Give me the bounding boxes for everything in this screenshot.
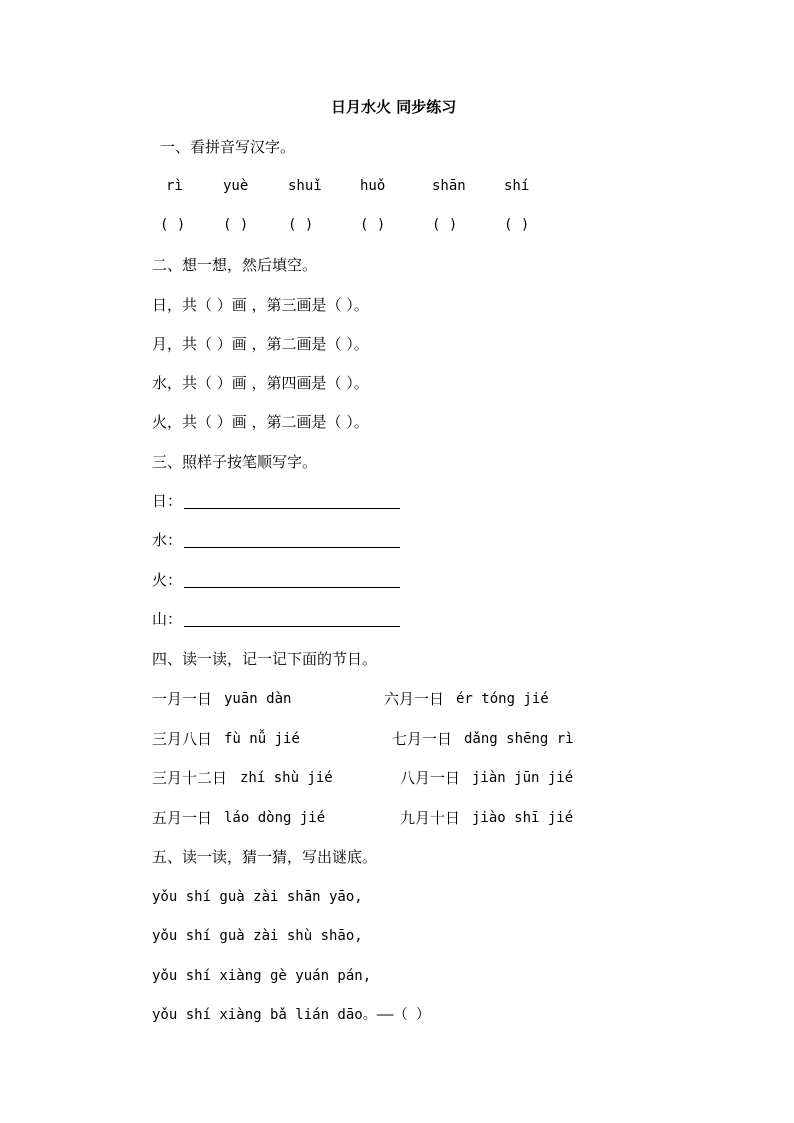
festival-date: 一月一日 xyxy=(152,690,213,708)
answer-blank[interactable]: ( ) xyxy=(160,217,186,233)
festival-pinyin: fù nǚ jié xyxy=(224,731,300,747)
pinyin-item: shí xyxy=(504,178,530,194)
writing-line[interactable] xyxy=(184,587,400,588)
festival-pinyin: ér tóng jié xyxy=(456,691,549,707)
festival-pinyin: jiàn jūn jié xyxy=(472,770,574,786)
festival-date: 八月一日 xyxy=(400,769,461,787)
fill-in-line: 火，共（ ）画 ，第二画是（ ）。 xyxy=(152,413,369,431)
section-5-heading: 五、读一读，猜一猜，写出谜底。 xyxy=(152,848,378,866)
answer-blank[interactable]: ( ) xyxy=(223,217,249,233)
pinyin-item: shān xyxy=(432,178,466,194)
riddle-line: yǒu shí guà zài shān yāo, xyxy=(152,889,363,905)
section-3-heading: 三、照样子按笔顺写字。 xyxy=(152,453,318,471)
festival-date: 七月一日 xyxy=(392,730,453,748)
answer-blank[interactable]: ( ) xyxy=(288,217,314,233)
pinyin-item: yuè xyxy=(223,178,249,194)
festival-pinyin: yuān dàn xyxy=(224,691,292,707)
section-4-heading: 四、读一读，记一记下面的节日。 xyxy=(152,650,378,668)
festival-date: 六月一日 xyxy=(384,690,445,708)
festival-pinyin: jiào shī jié xyxy=(472,810,574,826)
riddle-line: yǒu shí xiàng gè yuán pán, xyxy=(152,968,372,984)
riddle-line: yǒu shí xiàng bǎ lián dāo。——（ ） xyxy=(152,1007,431,1023)
answer-blank[interactable]: ( ) xyxy=(504,217,530,233)
answer-blank[interactable]: ( ) xyxy=(360,217,386,233)
fill-in-line: 水，共（ ）画 ，第四画是（ ）。 xyxy=(152,374,369,392)
stroke-label: 水： xyxy=(152,531,183,549)
writing-line[interactable] xyxy=(184,626,400,627)
stroke-label: 日： xyxy=(152,492,183,510)
festival-pinyin: zhí shù jié xyxy=(240,770,333,786)
section-1-heading: 一、看拼音写汉字。 xyxy=(160,138,296,156)
festival-date: 五月一日 xyxy=(152,809,213,827)
festival-pinyin: láo dòng jié xyxy=(224,810,326,826)
answer-blank[interactable]: ( ) xyxy=(432,217,458,233)
festival-date: 九月十日 xyxy=(400,809,461,827)
writing-line[interactable] xyxy=(184,508,400,509)
stroke-label: 山： xyxy=(152,610,183,628)
fill-in-line: 日，共（ ）画 ，第三画是（ ）。 xyxy=(152,296,369,314)
section-2-heading: 二、想一想，然后填空。 xyxy=(152,256,318,274)
pinyin-item: shuǐ xyxy=(288,178,322,194)
fill-in-line: 月，共（ ）画 ，第二画是（ ）。 xyxy=(152,335,369,353)
festival-date: 三月八日 xyxy=(152,730,213,748)
pinyin-item: rì xyxy=(166,178,183,194)
riddle-line: yǒu shí guà zài shù shāo, xyxy=(152,928,363,944)
stroke-label: 火： xyxy=(152,571,183,589)
page-title: 日月水火 同步练习 xyxy=(331,98,457,116)
pinyin-item: huǒ xyxy=(360,178,386,194)
festival-date: 三月十二日 xyxy=(152,769,228,787)
writing-line[interactable] xyxy=(184,547,400,548)
festival-pinyin: dǎng shēng rì xyxy=(464,731,574,747)
